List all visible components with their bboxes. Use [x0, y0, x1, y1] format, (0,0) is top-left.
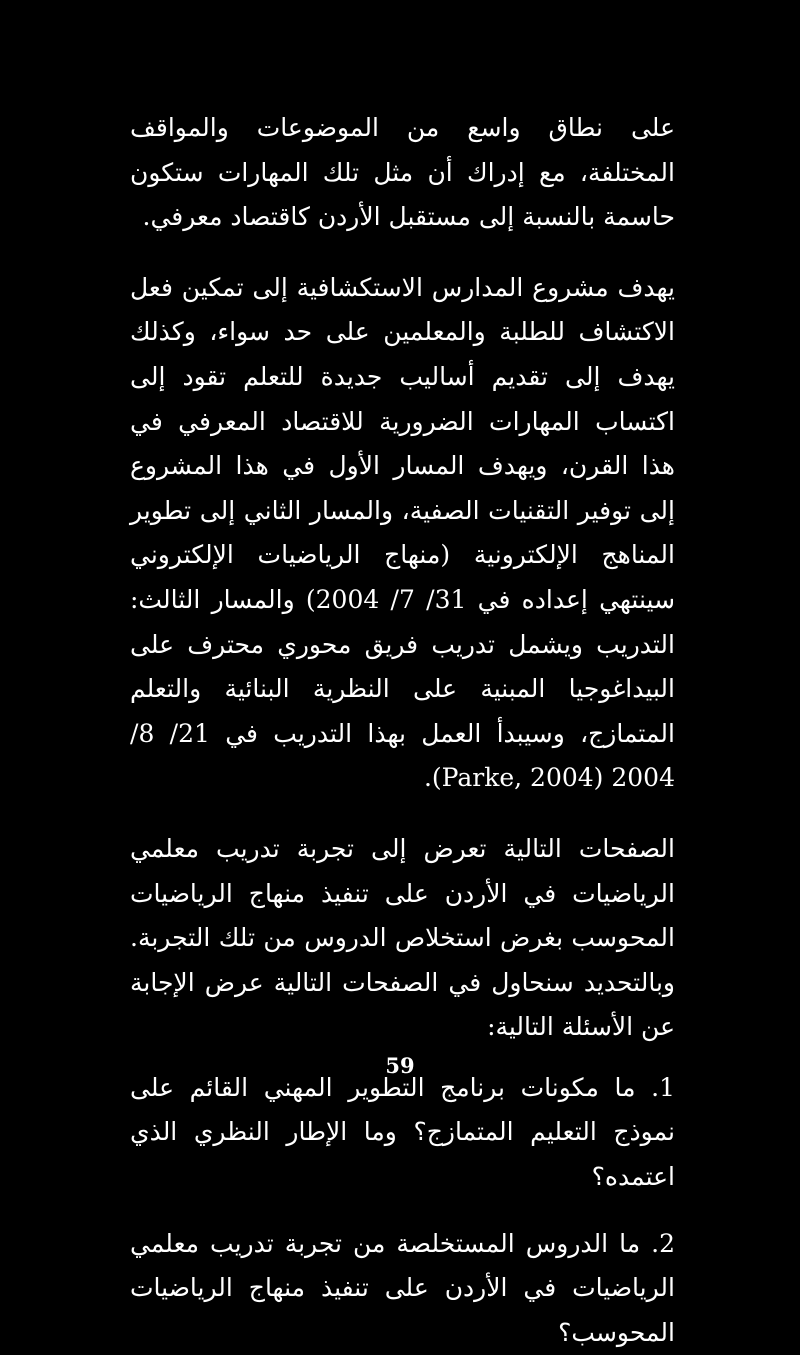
question-1-text: ما مكونات برنامج التطوير المهني القائم على نموذج التعليم المتمازج؟ وما الإطار النظري الذي اعتمده؟	[130, 1072, 675, 1192]
page-number: 59	[385, 1053, 415, 1078]
question-2-text: ما الدروس المستخلصة من تجربة تدريب معلمي الرياضيات في الأردن على تنفيذ منهاج الرياضيات المحوسب؟	[130, 1228, 675, 1347]
document-body	[130, 106, 675, 1355]
question-2	[130, 1222, 675, 1355]
question-1	[130, 1066, 675, 1200]
paragraph-3: الصفحات التالية تعرض إلى تجربة تدريب معلمي الرياضيات في الأردن على تنفيذ منهاج الرياضيات المحوسب بغرض استخلاص الدروس من تلك التجربة. وبالتحديد سنحاول في الصفحات التالية عرض الإجابة عن الأسئلة التالية:	[130, 833, 675, 1042]
question-2-number: 2.	[651, 1228, 675, 1258]
question-1-number: 1.	[651, 1072, 675, 1102]
paragraph-2: يهدف مشروع المدارس الاستكشافية إلى تمكين فعل الاكتشاف للطلبة والمعلمين على حد سواء، وكذلك يهدف إلى تقديم أساليب جديدة للتعلم تقود إلى اكتساب المهارات الضرورية للاقتصاد المعرفي في هذا القرن، ويهدف المسار الأول في هذا المشروع إلى توفير التقنيات الصفية، والمسار الثاني إلى تطوير المناهج الإلكترونية (منهاج الرياضيات الإلكتروني سينتهي إعداده في 31/ 7/ 2004) والمسار الثالث: التدريب ويشمل تدريب فريق محوري محترف على البيداغوجيا المبنية على النظرية البنائية والتعلم المتمازج، وسيبدأ العمل بهذا التدريب في 21/ 8/ 2004 (Parke, 2004).	[130, 272, 676, 793]
paragraph-1: على نطاق واسع من الموضوعات والمواقف المختلفة، مع إدراك أن مثل تلك المهارات ستكون حاسمة بالنسبة إلى مستقبل الأردن كاقتصاد معرفي.	[130, 113, 675, 232]
